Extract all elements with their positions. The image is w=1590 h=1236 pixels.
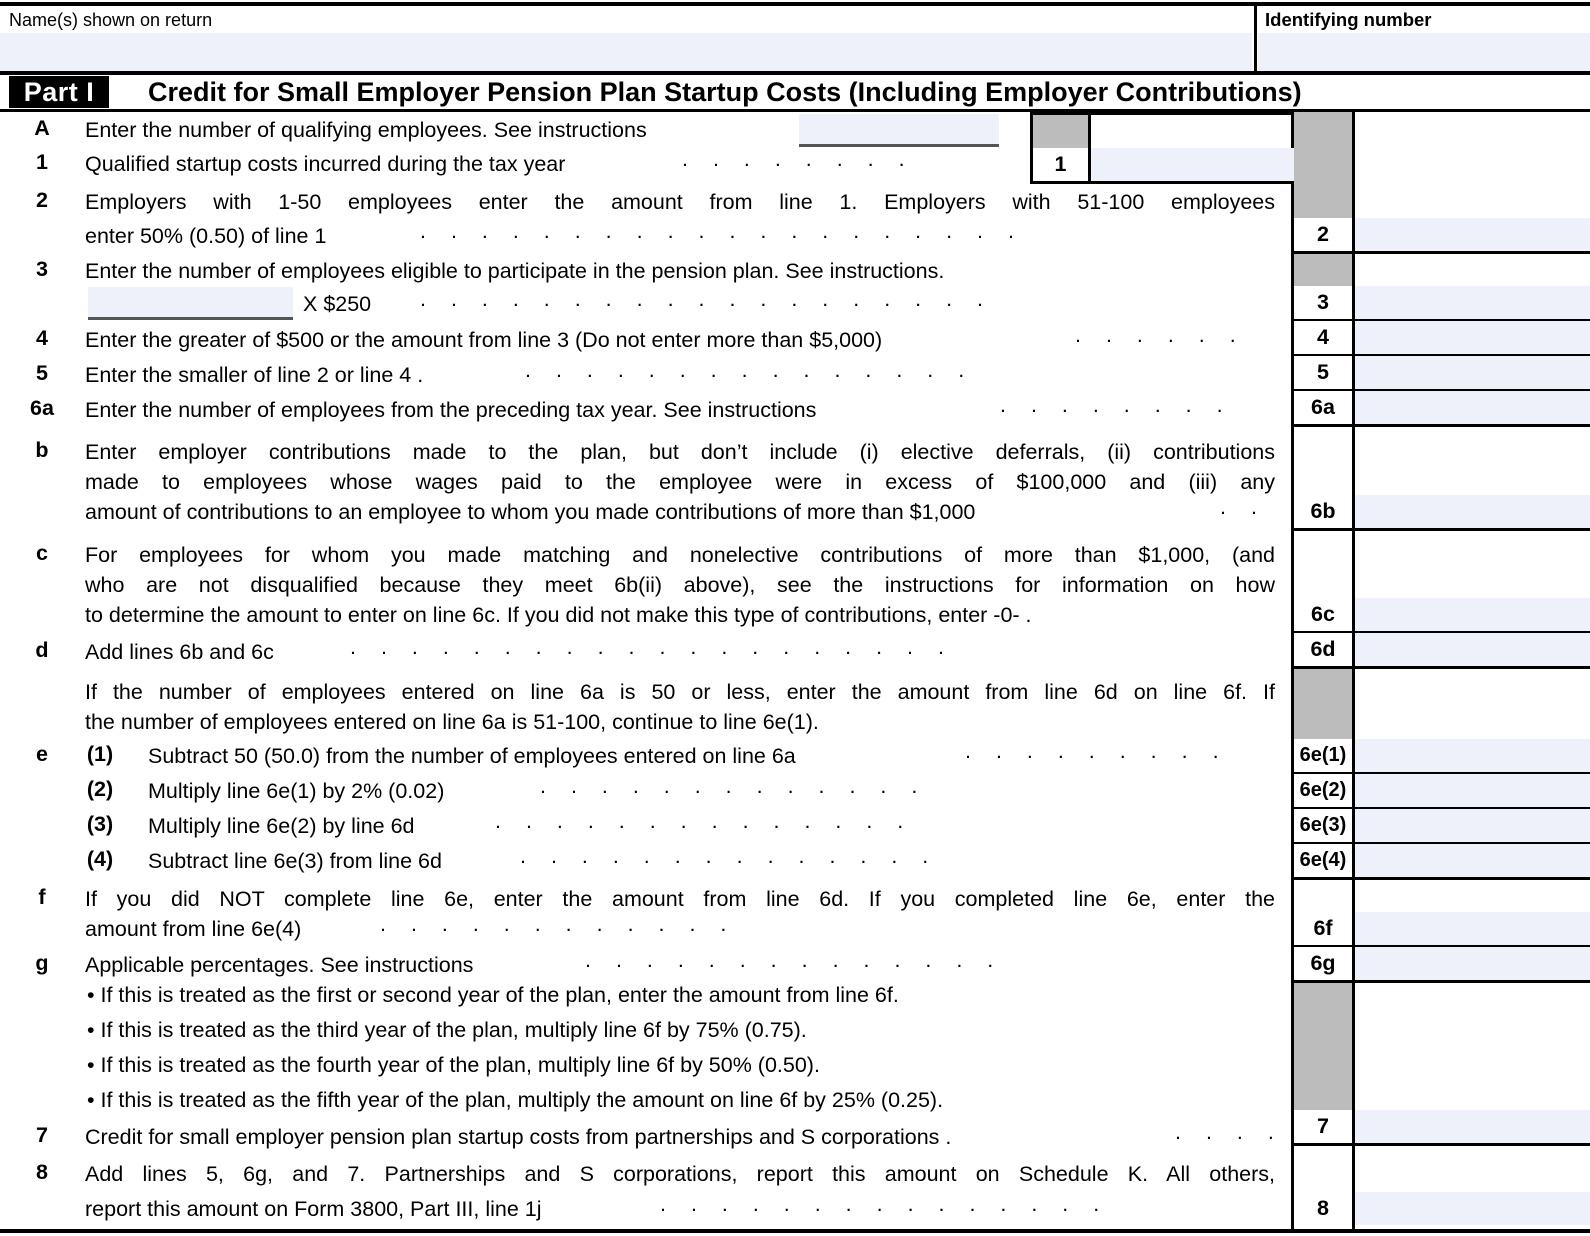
line-1-text: Qualified startup costs incurred during the tax year: [85, 152, 566, 176]
line-6d-number: d: [35, 638, 49, 662]
line-7-bottom-rule: [1291, 1143, 1590, 1146]
line-6e4-leader-dots: . . . . . . . . . . . . . .: [520, 844, 938, 868]
line-5-leader-dots: . . . . . . . . . . . . . . .: [525, 358, 974, 382]
line-6c-text-line1: For employees for whom you made matching and nonelective contributions of more than $1,000, (and: [85, 543, 1275, 567]
line-6e1-sub-number: (1): [86, 742, 114, 766]
line-3-entry-underline: [88, 317, 293, 320]
line-6a-leader-dots: . . . . . . . .: [1000, 393, 1233, 417]
identifying-number-label: Identifying number: [1265, 9, 1432, 30]
line-6e4-amount-input[interactable]: [1355, 844, 1590, 877]
line-3-text-line1: Enter the number of employees eligible to participate in the pension plan. See instructions.: [85, 259, 945, 283]
line-6g-number: g: [35, 951, 49, 975]
line-6b-box-number: 6b: [1294, 495, 1352, 528]
header-bottom-rule: [0, 71, 1590, 75]
line-6e-number: e: [36, 742, 48, 766]
header-column-divider: [1254, 4, 1257, 71]
line-6e2-amount-input[interactable]: [1355, 774, 1590, 807]
line-1-number: 1: [36, 150, 48, 174]
name-shown-input[interactable]: [0, 33, 1252, 71]
line-3-leader-dots: . . . . . . . . . . . . . . . . . . .: [420, 287, 993, 311]
numbercol-amount-divider: [1352, 112, 1355, 1233]
line-6b-number: b: [35, 438, 49, 462]
line-8-number: 8: [36, 1160, 48, 1184]
line-6e-shaded-cell: [1294, 669, 1352, 739]
line-2-shaded-cell: [1294, 112, 1352, 218]
line-a-text: Enter the number of qualifying employees. See instructions: [85, 118, 647, 142]
line-6e1-box-number: 6e(1): [1294, 739, 1352, 772]
line-7-number: 7: [36, 1123, 48, 1147]
line-6g-bullet-3: • If this is treated as the fourth year of the plan, multiply line 6f by 50% (0.50).: [87, 1053, 820, 1077]
line-6g-bullet-1: • If this is treated as the first or second year of the plan, enter the amount from line 6f.: [87, 983, 899, 1007]
line-6g-box-number: 6g: [1294, 947, 1352, 980]
line-6e2-sub-number: (2): [86, 777, 114, 801]
line-6f-box-number: 6f: [1294, 912, 1352, 945]
line-7-box-number: 7: [1294, 1110, 1352, 1143]
line-1-box-number: 1: [1033, 148, 1088, 181]
line-4-amount-input[interactable]: [1355, 321, 1590, 354]
line-6c-text-line2: who are not disqualified because they meet 6b(ii) above), see the instructions for information on how: [85, 573, 1275, 597]
top-border-rule: [0, 2, 1590, 6]
line-6f-text-line2: amount from line 6e(4): [85, 917, 302, 941]
line-3-number: 3: [36, 257, 48, 281]
line-3-amount-input[interactable]: [1355, 286, 1590, 319]
line-3-text-line2: X $250: [303, 292, 372, 316]
line-2-text-line2: enter 50% (0.50) of line 1: [85, 224, 327, 248]
line-6a-box-number: 6a: [1294, 391, 1352, 424]
line-6d-amount-input[interactable]: [1355, 633, 1590, 666]
line-6d-note-line1: If the number of employees entered on line 6a is 50 or less, enter the amount from line 6d on line 6f. If: [85, 680, 1275, 704]
part-number-badge: Part I: [9, 76, 109, 108]
line-6a-amount-input[interactable]: [1355, 391, 1590, 424]
line-6e1-amount-input[interactable]: [1355, 739, 1590, 772]
line-6e2-leader-dots: . . . . . . . . . . . . .: [540, 774, 927, 798]
line-8-leader-dots: . . . . . . . . . . . . . . .: [660, 1192, 1109, 1216]
line-6a-bottom-rule: [1291, 424, 1590, 427]
line-6g-amount-input[interactable]: [1355, 947, 1590, 980]
line-8-text-line2: report this amount on Form 3800, Part III, line 1j: [85, 1197, 542, 1221]
line-6a-number: 6a: [30, 396, 54, 420]
line-6c-amount-input[interactable]: [1355, 598, 1590, 631]
line-6c-number: c: [36, 541, 48, 565]
line-8-text-line1: Add lines 5, 6g, and 7. Partnerships and S corporations, report this amount on Schedule K. All others,: [85, 1162, 1275, 1186]
line-2-text-line1: Employers with 1-50 employees enter the amount from line 1. Employers with 51-100 employees: [85, 190, 1275, 214]
line-7-text: Credit for small employer pension plan startup costs from partnerships and S corporations .: [85, 1125, 952, 1149]
line-5-amount-input[interactable]: [1355, 356, 1590, 389]
line-3-entry-input[interactable]: [88, 287, 293, 317]
line-5-number: 5: [36, 361, 48, 385]
line-6b-text-line3: amount of contributions to an employee to whom you made contributions of more than $1,000: [85, 500, 976, 524]
line-1-shaded-cell: [1033, 115, 1088, 148]
line-6c-box-number: 6c: [1294, 598, 1352, 631]
line-1-amount-input[interactable]: [1091, 148, 1295, 181]
line-6d-text: Add lines 6b and 6c: [85, 640, 274, 664]
line-7-shaded-cell: [1294, 983, 1352, 1110]
line-2-leader-dots: . . . . . . . . . . . . . . . . . . . .: [420, 219, 1024, 243]
line-6g-leader-dots: . . . . . . . . . . . . . .: [585, 948, 1003, 972]
line-6e4-sub-number: (4): [86, 847, 114, 871]
line-4-box-number: 4: [1294, 321, 1352, 354]
line-1-box-bottom-rule: [1030, 181, 1295, 184]
line-6e4-text: Subtract line 6e(3) from line 6d: [148, 849, 442, 873]
line-6b-text-line2: made to employees whose wages paid to the employee were in excess of $100,000 and (iii) any: [85, 470, 1275, 494]
line-6d-leader-dots: . . . . . . . . . . . . . . . . . . . .: [350, 635, 954, 659]
line-5-box-number: 5: [1294, 356, 1352, 389]
part-title: Credit for Small Employer Pension Plan Startup Costs (Including Employer Contributions): [148, 77, 1302, 107]
line-6e2-text: Multiply line 6e(1) by 2% (0.02): [148, 779, 445, 803]
line-7-leader-dots: . . . .: [1175, 1120, 1284, 1144]
line-3-shaded-cell: [1294, 254, 1352, 286]
line-6d-note-line2: the number of employees entered on line 6a is 51-100, continue to line 6e(1).: [85, 710, 819, 734]
line-6e3-sub-number: (3): [86, 812, 114, 836]
line-4-leader-dots: . . . . . .: [1075, 323, 1246, 347]
line-6e3-text: Multiply line 6e(2) by line 6d: [148, 814, 415, 838]
line-2-box-number: 2: [1294, 218, 1352, 251]
line-6e2-box-number: 6e(2): [1294, 774, 1352, 807]
line-6e4-box-number: 6e(4): [1294, 844, 1352, 877]
identifying-number-input[interactable]: [1258, 33, 1590, 71]
bottom-border-rule: [0, 1229, 1590, 1233]
line-4-number: 4: [36, 326, 48, 350]
line-6e1-leader-dots: . . . . . . . . .: [965, 739, 1229, 763]
line-6f-text-line1: If you did NOT complete line 6e, enter the amount from line 6d. If you completed line 6e, enter the: [85, 887, 1275, 911]
line-8-box-number: 8: [1294, 1192, 1352, 1225]
line-6d-box-number: 6d: [1294, 633, 1352, 666]
line-2-number: 2: [36, 188, 48, 212]
line-6f-amount-input[interactable]: [1355, 912, 1590, 945]
line-8-amount-input[interactable]: [1355, 1192, 1590, 1225]
line-6f-number: f: [38, 885, 46, 909]
line-5-text: Enter the smaller of line 2 or line 4 .: [85, 363, 424, 387]
line-6g-bullet-2: • If this is treated as the third year of the plan, multiply line 6f by 75% (0.75).: [87, 1018, 807, 1042]
line-a-entry-input[interactable]: [799, 114, 999, 144]
line-6c-text-line3: to determine the amount to enter on line 6c. If you did not make this type of contributions, enter -0- .: [85, 603, 1032, 627]
line-6e3-box-number: 6e(3): [1294, 809, 1352, 842]
line-1-leader-dots: . . . . . . . .: [682, 147, 915, 171]
line-6b-amount-input[interactable]: [1355, 495, 1590, 528]
line-6f-leader-dots: . . . . . . . . . . . .: [380, 912, 736, 936]
line-6e3-amount-input[interactable]: [1355, 809, 1590, 842]
line-6b-bottom-rule: [1291, 528, 1590, 531]
line-6e3-leader-dots: . . . . . . . . . . . . . .: [495, 809, 913, 833]
line-6e1-text: Subtract 50 (50.0) from the number of employees entered on line 6a: [148, 744, 796, 768]
line-7-amount-input[interactable]: [1355, 1110, 1590, 1143]
line-6e4-bottom-rule: [1291, 877, 1590, 880]
line-6g-bullet-4: • If this is treated as the fifth year of the plan, multiply the amount on line 6f by 25% (0.25).: [87, 1088, 944, 1112]
line-a-number: A: [34, 116, 50, 140]
line-6a-text: Enter the number of employees from the preceding tax year. See instructions: [85, 398, 817, 422]
line-4-text: Enter the greater of $500 or the amount from line 3 (Do not enter more than $5,000): [85, 328, 883, 352]
name-shown-label: Name(s) shown on return: [9, 10, 213, 30]
line-2-amount-input[interactable]: [1355, 218, 1590, 251]
line-6b-leader-dots: . .: [1220, 495, 1267, 519]
line-6b-text-line1: Enter employer contributions made to the plan, but don’t include (i) elective deferrals, (ii) contributions: [85, 440, 1275, 464]
line-6g-text: Applicable percentages. See instructions: [85, 953, 474, 977]
line-3-box-number: 3: [1294, 286, 1352, 319]
